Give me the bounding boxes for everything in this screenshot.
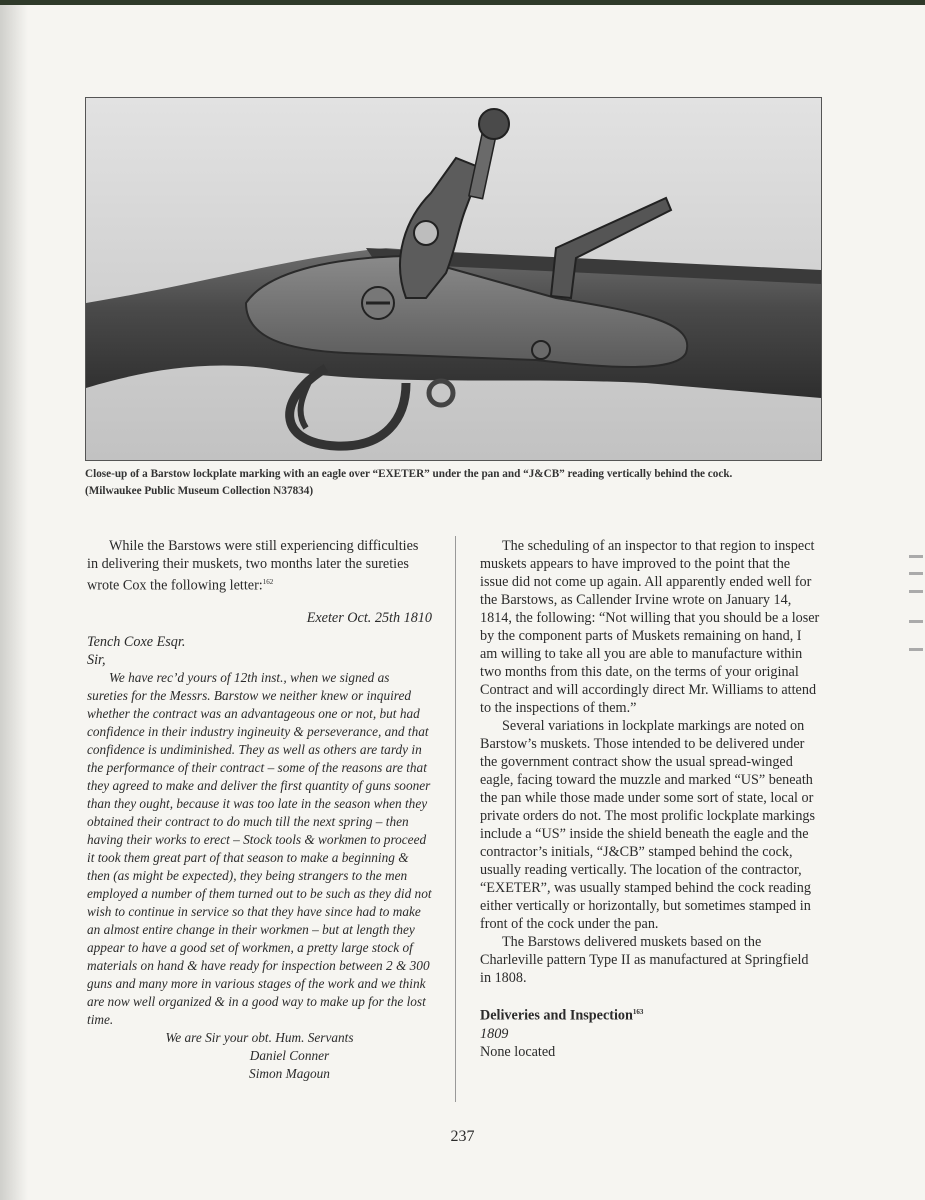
letter-dateline: Exeter Oct. 25th 1810 [306,609,432,626]
page-number: 237 [450,1128,475,1145]
section-heading [480,1003,820,1025]
letter-addressee: Tench Coxe Esqr. [87,633,186,650]
cock-jaw-hole [414,221,438,245]
bleed-through-mark [909,572,923,575]
heading-text: Deliveries and Inspection [480,1007,633,1024]
paragraph: Several variations in lockplate markings are noted on Barstow’s muskets. Those intended to be delivered under the government contract show the usual spread-winged eagle, facing toward the muzzle and marked “US” beneath the pan while those made under some sort of state, local or private orders do not. The most prolific lockplate markings include a “US” inside the shield beneath the eagle and the contractor’s initials, “J&CB” stamped behind the cock, usually reading vertically. The location of the contractor, “EXETER”, was usually stamped behind the cock reading either vertically or horizontally, but sometimes stamped in front of the cock under the pan. [480,718,816,932]
letter-closing: We are Sir your obt. Hum. Servants [165,1029,354,1045]
signer-name: Daniel Conner [249,1047,330,1063]
letter-salutation: Sir, [87,651,106,668]
bleed-through-mark [909,648,923,651]
page-top-edge [0,0,925,5]
column-divider [455,536,456,1102]
left-column [87,537,432,1083]
intro-paragraph [87,537,432,595]
letter-body: We have rec’d yours of 12th inst., when we signed as sureties for the Messrs. Barstow we neither knew or inquired whether the contract was an advantageous one or not, but had confidence in their industry ingineuity & perseverance, and that confidence is undiminished. They as well as others are tardy in the performance of their contract – some of the reasons are that they agreed to make and deliver the first quantity of guns sooner than they ought, because it was too late in the season when they obtained their contract to do much till the next spring – then having their works to erect – Stock tools & workmen to proceed it took them great part of that season to make a beginning & then (as might be expected), they being strangers to the men employed a number of them turned out to be such as they did not wish to continue in service so that they have since had to make an almost entire change in their workmen – but at length they appear to have a good set of workmen, a pretty large stock of materials on hand & have ready for inspection between 2 & 300 guns and many more in various stages of the work and we think are now well organized & in a good way to make up for the lost time. [87,669,432,1027]
footnote-ref: 162 [262,578,274,586]
bleed-through-mark [909,555,923,558]
paragraph: The scheduling of an inspector to that region to inspect muskets appears to have improved to the point that the issue did not come up again. All apparently ended well for the Barstows, as Callender Irvine wrote on January 14, 1814, the following: “Not willing that you should be a loser by the component parts of Muskets remaining on hand, I am willing to take all you are able to manufacture within two months from this date, on the terms of your original Contract and will accordingly direct Mr. Williams to attend to the inspections of them.” [480,538,820,716]
binding-gutter-shadow [0,5,28,1200]
caption-text: Close-up of a Barstow lockplate marking with an eagle over “EXETER” under the pan and “J&CB” reading vertically behind the cock. [85,468,733,480]
musket-lock-photo [85,97,822,461]
bleed-through-mark [909,590,923,593]
right-column [480,537,820,1061]
frizzen-spring-screw [532,341,550,359]
figure-caption [85,466,825,500]
delivery-year: 1809 [480,1025,509,1042]
bleed-through-mark [909,620,923,623]
footnote-ref: 163 [632,1008,644,1016]
caption-credit: (Milwaukee Public Museum Collection N37834) [85,485,314,497]
paragraph: The Barstows delivered muskets based on the Charleville pattern Type II as manufactured at Springfield in 1808. [480,934,809,986]
musket-lock-illustration [86,98,821,460]
delivery-note: None located [480,1043,556,1060]
screw-head [479,109,509,139]
intro-text: While the Barstows were still experiencing difficulties in delivering their muskets, two months later the sureties wrote Cox the following letter: [87,538,419,594]
signer-name: Simon Magoun [249,1065,330,1081]
